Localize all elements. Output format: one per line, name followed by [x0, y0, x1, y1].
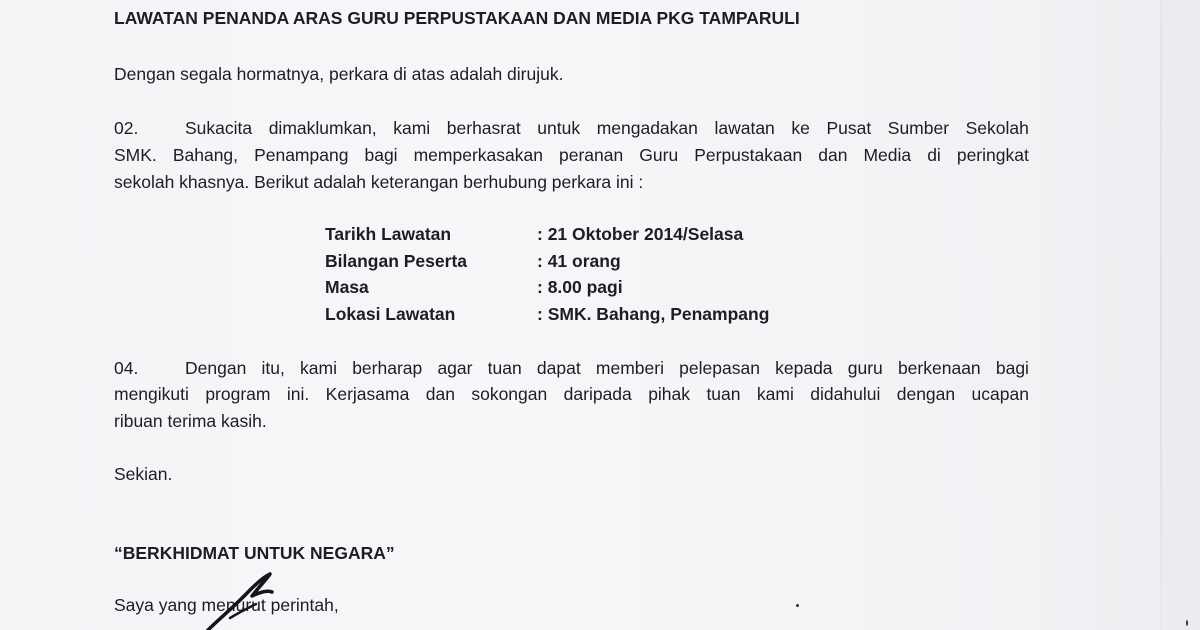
word: Pusat — [826, 118, 872, 138]
word: Kerjasama — [325, 384, 410, 404]
motto: “BERKHIDMAT UNTUK NEGARA” — [114, 543, 395, 563]
detail-label: Lokasi Lawatan — [325, 303, 456, 324]
word: memperkasakan — [413, 145, 543, 165]
word: Perpustakaan — [694, 145, 803, 165]
paragraph-4-line-1 — [185, 355, 1029, 382]
word: kami — [300, 358, 337, 378]
word: pelepasan — [679, 358, 760, 378]
paper-fold-line — [1160, 0, 1162, 630]
word: dengan — [896, 384, 956, 404]
word: mengadakan — [596, 118, 698, 138]
word: Sekolah — [965, 118, 1029, 138]
word: ucapan — [971, 384, 1029, 404]
word: Guru — [639, 145, 679, 165]
word: untuk — [537, 118, 581, 138]
word: itu, — [261, 358, 285, 378]
detail-row-time — [325, 274, 769, 301]
word: Sumber — [887, 118, 950, 138]
word: dapat — [536, 358, 581, 378]
word: di — [927, 145, 941, 165]
scan-speck — [796, 604, 799, 607]
word: dan — [425, 384, 455, 404]
word: sokongan — [471, 384, 548, 404]
paragraph-4-line-3: ribuan terima kasih. — [114, 411, 267, 431]
detail-value: : 41 orang — [537, 250, 621, 271]
word: Sukacita — [185, 118, 253, 138]
word: dan — [818, 145, 848, 165]
scan-speck — [1186, 620, 1188, 626]
word: Bahang, — [172, 145, 239, 165]
detail-value: : 21 Oktober 2014/Selasa — [537, 224, 744, 244]
word: Media — [863, 145, 912, 165]
word: berhasrat — [446, 118, 521, 138]
word: berkenaan — [897, 358, 981, 378]
word: Penampang — [254, 145, 349, 165]
word: peranan — [559, 145, 624, 165]
word: memberi — [595, 358, 664, 378]
word: ini. — [286, 384, 310, 404]
word: tuan — [487, 358, 522, 378]
word: SMK. — [114, 145, 157, 165]
word: kepada — [775, 358, 833, 378]
word: ke — [791, 118, 810, 138]
word: dimaklumkan, — [268, 118, 377, 138]
word: pihak — [648, 384, 691, 404]
detail-value: : 8.00 pagi — [537, 277, 623, 297]
detail-label: Masa — [325, 277, 369, 297]
word: kami — [393, 118, 431, 138]
word: guru — [847, 358, 883, 378]
detail-label: Bilangan Peserta — [325, 250, 467, 271]
sign-off-line: Saya yang menurut perintah, — [114, 595, 339, 615]
word: berharap — [352, 358, 423, 378]
visit-details-list — [325, 221, 769, 327]
handwritten-signature — [200, 568, 290, 630]
detail-row-date — [325, 221, 769, 248]
detail-row-location — [325, 301, 769, 328]
letter-title: LAWATAN PENANDA ARAS GURU PERPUSTAKAAN DAN MEDIA PKG TAMPARULI — [114, 8, 800, 28]
word: agar — [437, 358, 473, 378]
detail-row-participants — [325, 248, 769, 275]
closing-line: Sekian. — [114, 464, 173, 484]
word: didahului — [810, 384, 881, 404]
paragraph-4-number: 04. — [114, 358, 139, 378]
word: daripada — [563, 384, 632, 404]
word: lawatan — [714, 118, 775, 138]
word: peringkat — [956, 145, 1029, 165]
paragraph-4-line-2 — [114, 381, 1029, 408]
word: kami — [756, 384, 794, 404]
paragraph-2-line-3: sekolah khasnya. Berikut adalah keterangan berhubung perkara ini : — [114, 172, 644, 192]
word: bagi — [364, 145, 398, 165]
greeting-line: Dengan segala hormatnya, perkara di atas adalah dirujuk. — [114, 64, 564, 84]
paragraph-2-line-1 — [185, 115, 1029, 142]
paragraph-2-number: 02. — [114, 118, 139, 138]
detail-value: : SMK. Bahang, Penampang — [537, 303, 770, 324]
word: Dengan — [185, 358, 247, 378]
detail-label: Tarikh Lawatan — [325, 224, 452, 244]
word: bagi — [995, 358, 1029, 378]
word: mengikuti — [114, 384, 189, 404]
paragraph-2-line-2 — [114, 142, 1029, 169]
word: program — [205, 384, 271, 404]
word: tuan — [706, 384, 741, 404]
